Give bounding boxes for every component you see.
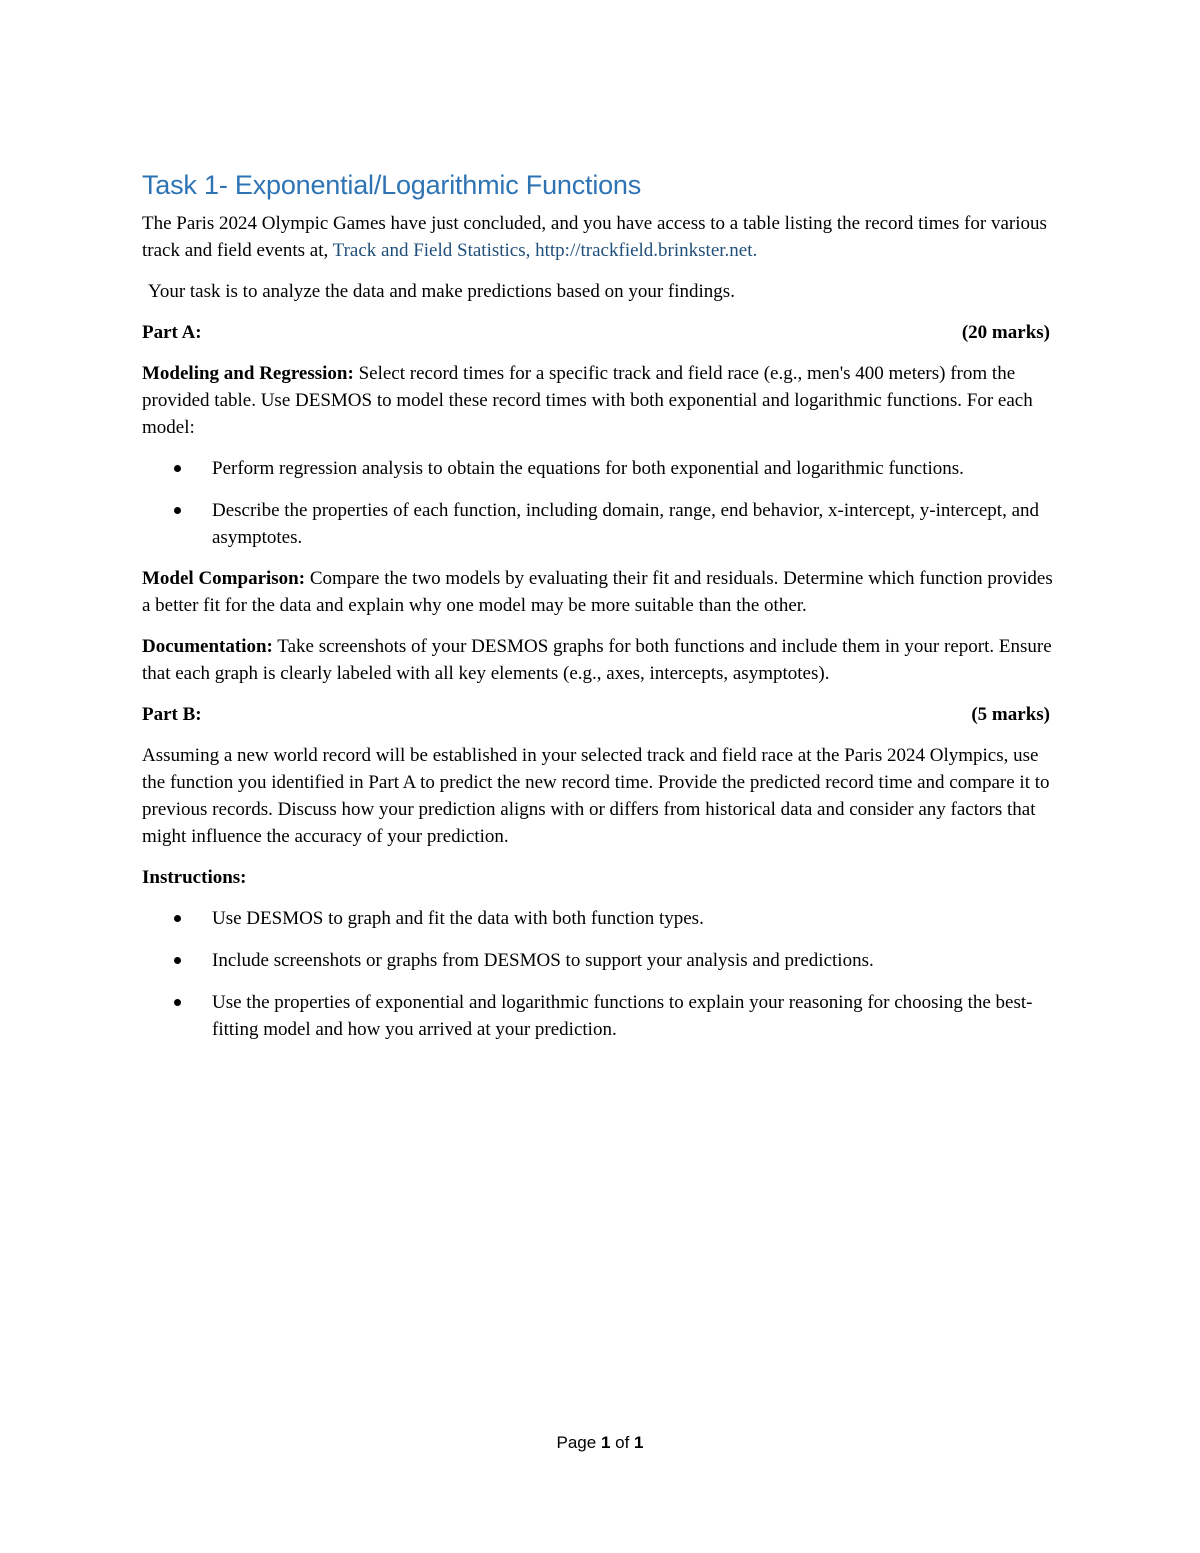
document-content [142,166,1056,1057]
part-b-marks: (5 marks) [971,704,1050,725]
list-item [142,947,1056,974]
comparison-label: Model Comparison: [142,568,306,589]
instructions-bullet-list [142,905,1056,1043]
page-footer [0,1431,1200,1455]
documentation-paragraph [142,633,1056,687]
intro-paragraph [142,210,1056,264]
part-b-heading [142,701,1056,728]
bullet-icon [174,915,181,922]
list-item [142,455,1056,482]
part-b-label: Part B: [142,704,202,725]
comparison-paragraph [142,565,1056,619]
task-statement: Your task is to analyze the data and make predictions based on your findings. [148,281,735,302]
comparison-text: Compare the two models by evaluating their fit and residuals. Determine which function provides a better fit for the data and explain why one model may be more suitable than the other. [142,568,1053,616]
list-item-text: Include screenshots or graphs from DESMOS to support your analysis and predictions. [212,950,874,971]
page-title: Task 1- Exponential/Logarithmic Functions [142,170,642,200]
list-item [142,497,1056,551]
bullet-icon [174,957,181,964]
footer-total-pages: 1 [634,1433,644,1452]
part-a-heading [142,319,1056,346]
part-a-marks: (20 marks) [961,322,1050,343]
instructions-heading: Instructions: [142,867,247,888]
part-b-paragraph: Assuming a new world record will be established in your selected track and field race at the Paris 2024 Olympics, use the function you identified in Part A to predict the new record time. Provide the predicted record time and compare it to previous records. Discuss how your prediction aligns with or differs from historical data and consider any factors that might influence the accuracy of your prediction. [142,745,1050,847]
intro-text: The Paris 2024 Olympic Games have just concluded, and you have access to a table listing the record times for various track and field events at, [142,213,1047,261]
list-item-text: Use the properties of exponential and logarithmic functions to explain your reasoning for choosing the best-fitting model and how you arrived at your prediction. [212,992,1033,1040]
bullet-icon [174,465,181,472]
footer-current-page: 1 [600,1433,611,1452]
modeling-label: Modeling and Regression: [142,363,354,384]
modeling-paragraph [142,360,1056,441]
documentation-label: Documentation: [142,636,273,657]
documentation-text: Take screenshots of your DESMOS graphs for both functions and include them in your report. Ensure that each graph is clearly labeled with all key elements (e.g., axes, intercepts, asymptotes). [142,636,1052,684]
bullet-icon [174,507,181,514]
list-item-text: Describe the properties of each function, including domain, range, end behavior, x-intercept, y-intercept, and asymptotes. [212,500,1040,548]
bullet-icon [174,999,181,1006]
list-item [142,989,1056,1043]
list-item [142,905,1056,932]
modeling-text: Select record times for a specific track and field race (e.g., men's 400 meters) from the provided table. Use DESMOS to model these record times with both exponential and logarithmic functions. For each model: [142,363,1033,438]
part-a-bullet-list [142,455,1056,551]
footer-page-word: Page [556,1433,601,1452]
part-a-label: Part A: [142,322,202,343]
list-item-text: Perform regression analysis to obtain the equations for both exponential and logarithmic functions. [212,458,964,479]
track-field-stats-link[interactable]: Track and Field Statistics, http://trackfield.brinkster.net. [332,240,758,261]
list-item-text: Use DESMOS to graph and fit the data with both function types. [212,908,704,929]
footer-of-word: of [610,1433,635,1452]
